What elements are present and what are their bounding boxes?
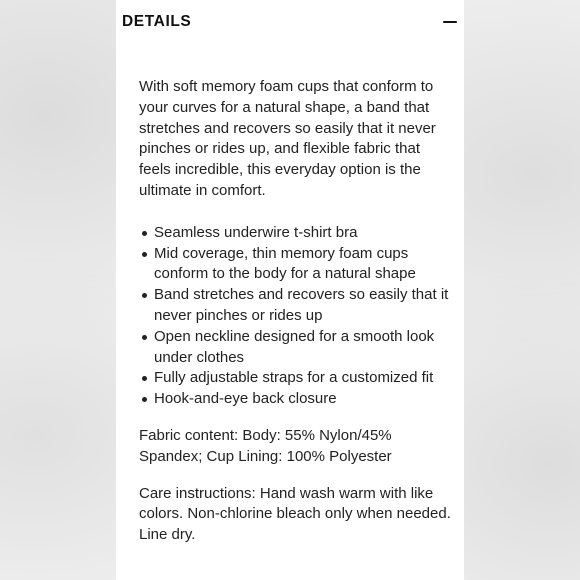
list-item-text: Seamless underwire t-shirt bra — [154, 223, 358, 241]
bullet-icon — [142, 293, 147, 298]
list-item-text: Open neckline designed for a smooth look under clothes — [154, 327, 435, 366]
details-title: DETAILS — [122, 13, 192, 30]
list-item — [139, 285, 451, 327]
bullet-icon — [142, 397, 147, 402]
list-item — [139, 327, 451, 369]
care-instructions: Care instructions: Hand wash warm with like colors. Non-chlorine bleach only when needed. Line dry. — [139, 484, 451, 544]
fabric-content: Fabric content: Body: 55% Nylon/45% Spandex; Cup Lining: 100% Polyester — [139, 426, 392, 465]
bullet-icon — [142, 376, 147, 381]
bullet-icon — [142, 231, 147, 236]
list-item — [139, 223, 451, 244]
bullet-icon — [142, 252, 147, 257]
minus-icon — [443, 21, 457, 24]
intro-text: With soft memory foam cups that conform to your curves for a natural shape, a band that stretches and recovers so easily that it never pinches or rides up, and flexible fabric that feels incredible, this everyday option is the ultimate in comfort. — [139, 78, 436, 199]
feature-list — [139, 223, 451, 410]
list-item — [139, 389, 451, 410]
list-item-text: Band stretches and recovers so easily that it never pinches or rides up — [154, 286, 449, 324]
collapse-button[interactable] — [442, 14, 458, 30]
list-item-text: Mid coverage, thin memory foam cups conform to the body for a natural shape — [154, 244, 416, 283]
bullet-icon — [142, 335, 147, 340]
details-content — [139, 77, 451, 546]
details-header[interactable] — [122, 0, 458, 44]
list-item-text: Hook-and-eye back closure — [154, 390, 337, 408]
list-item-text: Fully adjustable straps for a customized fit — [154, 369, 434, 387]
list-item — [139, 368, 451, 389]
list-item — [139, 244, 451, 286]
details-panel — [116, 0, 464, 580]
